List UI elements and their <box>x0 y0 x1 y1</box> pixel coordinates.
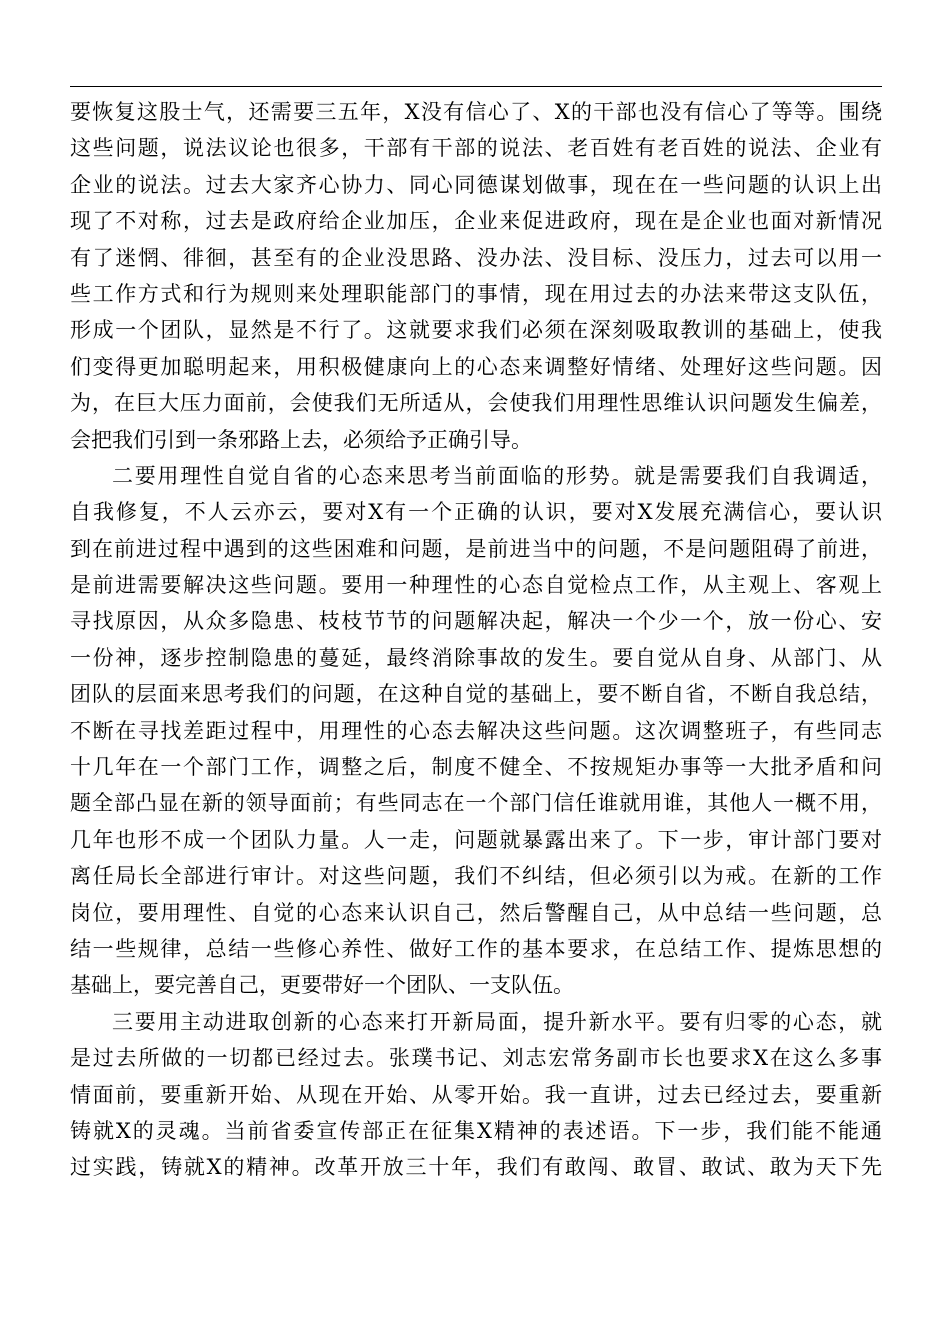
text-line: 到在前进过程中遇到的这些困难和问题，是前进当中的问题，不是问题阻碍了前进， <box>70 536 882 561</box>
text-line: 些工作方式和行为规则来处理职能部门的事情，现在用过去的办法来带这支队伍， <box>70 281 882 306</box>
text-line: 过实践，铸就X的精神。改革开放三十年，我们有敢闯、敢冒、敢试、敢为天下先 <box>70 1155 882 1180</box>
text-line: 寻找原因，从众多隐患、枝枝节节的问题解决起，解决一个少一个，放一份心、安 <box>70 609 882 634</box>
text-line: 一份神，逐步控制隐患的蔓延，最终消除事故的发生。要自觉从自身、从部门、从 <box>70 645 882 670</box>
text-line: 结一些规律，总结一些修心养性、做好工作的基本要求，在总结工作、提炼思想的 <box>70 936 882 961</box>
text-line: 题全部凸显在新的领导面前；有些同志在一个部门信任谁就用谁，其他人一概不用， <box>70 791 882 816</box>
text-line: 们变得更加聪明起来，用积极健康向上的心态来调整好情绪、处理好这些问题。因 <box>70 354 882 379</box>
text-line: 团队的层面来思考我们的问题，在这种自觉的基础上，要不断自省，不断自我总结， <box>70 682 882 707</box>
text-line: 为，在巨大压力面前，会使我们无所适从，会使我们用理性思维认识问题发生偏差， <box>70 391 882 416</box>
text-line: 这些问题，说法议论也很多，干部有干部的说法、老百姓有老百姓的说法、企业有 <box>70 136 882 161</box>
text-line: 十几年在一个部门工作，调整之后，制度不健全、不按规矩办事等一大批矛盾和问 <box>70 755 882 780</box>
text-line: 形成一个团队，显然是不行了。这就要求我们必须在深刻吸取教训的基础上，使我 <box>70 318 882 343</box>
text-line: 二要用理性自觉自省的心态来思考当前面临的形势。就是需要我们自我调适， <box>112 463 882 488</box>
text-line: 会把我们引到一条邪路上去，必须给予正确引导。 <box>70 427 532 452</box>
text-line: 离任局长全部进行审计。对这些问题，我们不纠结，但必须引以为戒。在新的工作 <box>70 864 882 889</box>
header-rule <box>70 86 882 87</box>
text-line: 现了不对称，过去是政府给企业加压，企业来促进政府，现在是企业也面对新情况 <box>70 209 882 234</box>
text-line: 岗位，要用理性、自觉的心态来认识自己，然后警醒自己，从中总结一些问题，总 <box>70 900 882 925</box>
paragraph <box>70 458 882 1004</box>
text-line: 情面前，要重新开始、从现在开始、从零开始。我一直讲，过去已经过去，要重新 <box>70 1082 882 1107</box>
text-line: 要恢复这股士气，还需要三五年，X没有信心了、X的干部也没有信心了等等。围绕 <box>70 100 882 124</box>
text-line: 自我修复，不人云亦云，要对X有一个正确的认识，要对X发展充满信心，要认识 <box>70 500 882 525</box>
text-line: 基础上，要完善自己，更要带好一个团队、一支队伍。 <box>70 973 574 998</box>
body-text <box>70 94 882 1186</box>
text-line: 不断在寻找差距过程中，用理性的心态去解决这些问题。这次调整班子，有些同志 <box>70 718 882 743</box>
text-line: 是前进需要解决这些问题。要用一种理性的心态自觉检点工作，从主观上、客观上 <box>70 573 882 598</box>
text-line: 三要用主动进取创新的心态来打开新局面，提升新水平。要有归零的心态，就 <box>112 1009 882 1034</box>
paragraph <box>70 94 882 458</box>
text-line: 有了迷惘、徘徊，甚至有的企业没思路、没办法、没目标、没压力，过去可以用一 <box>70 245 882 270</box>
text-line: 企业的说法。过去大家齐心协力、同心同德谋划做事，现在在一些问题的认识上出 <box>70 172 882 197</box>
text-line: 铸就X的灵魂。当前省委宣传部正在征集X精神的表述语。下一步，我们能不能通 <box>70 1118 882 1143</box>
text-line: 几年也形不成一个团队力量。人一走，问题就暴露出来了。下一步，审计部门要对 <box>70 827 882 852</box>
text-line: 是过去所做的一切都已经过去。张璞书记、刘志宏常务副市长也要求X在这么多事 <box>70 1046 882 1071</box>
paragraph <box>70 1004 882 1186</box>
